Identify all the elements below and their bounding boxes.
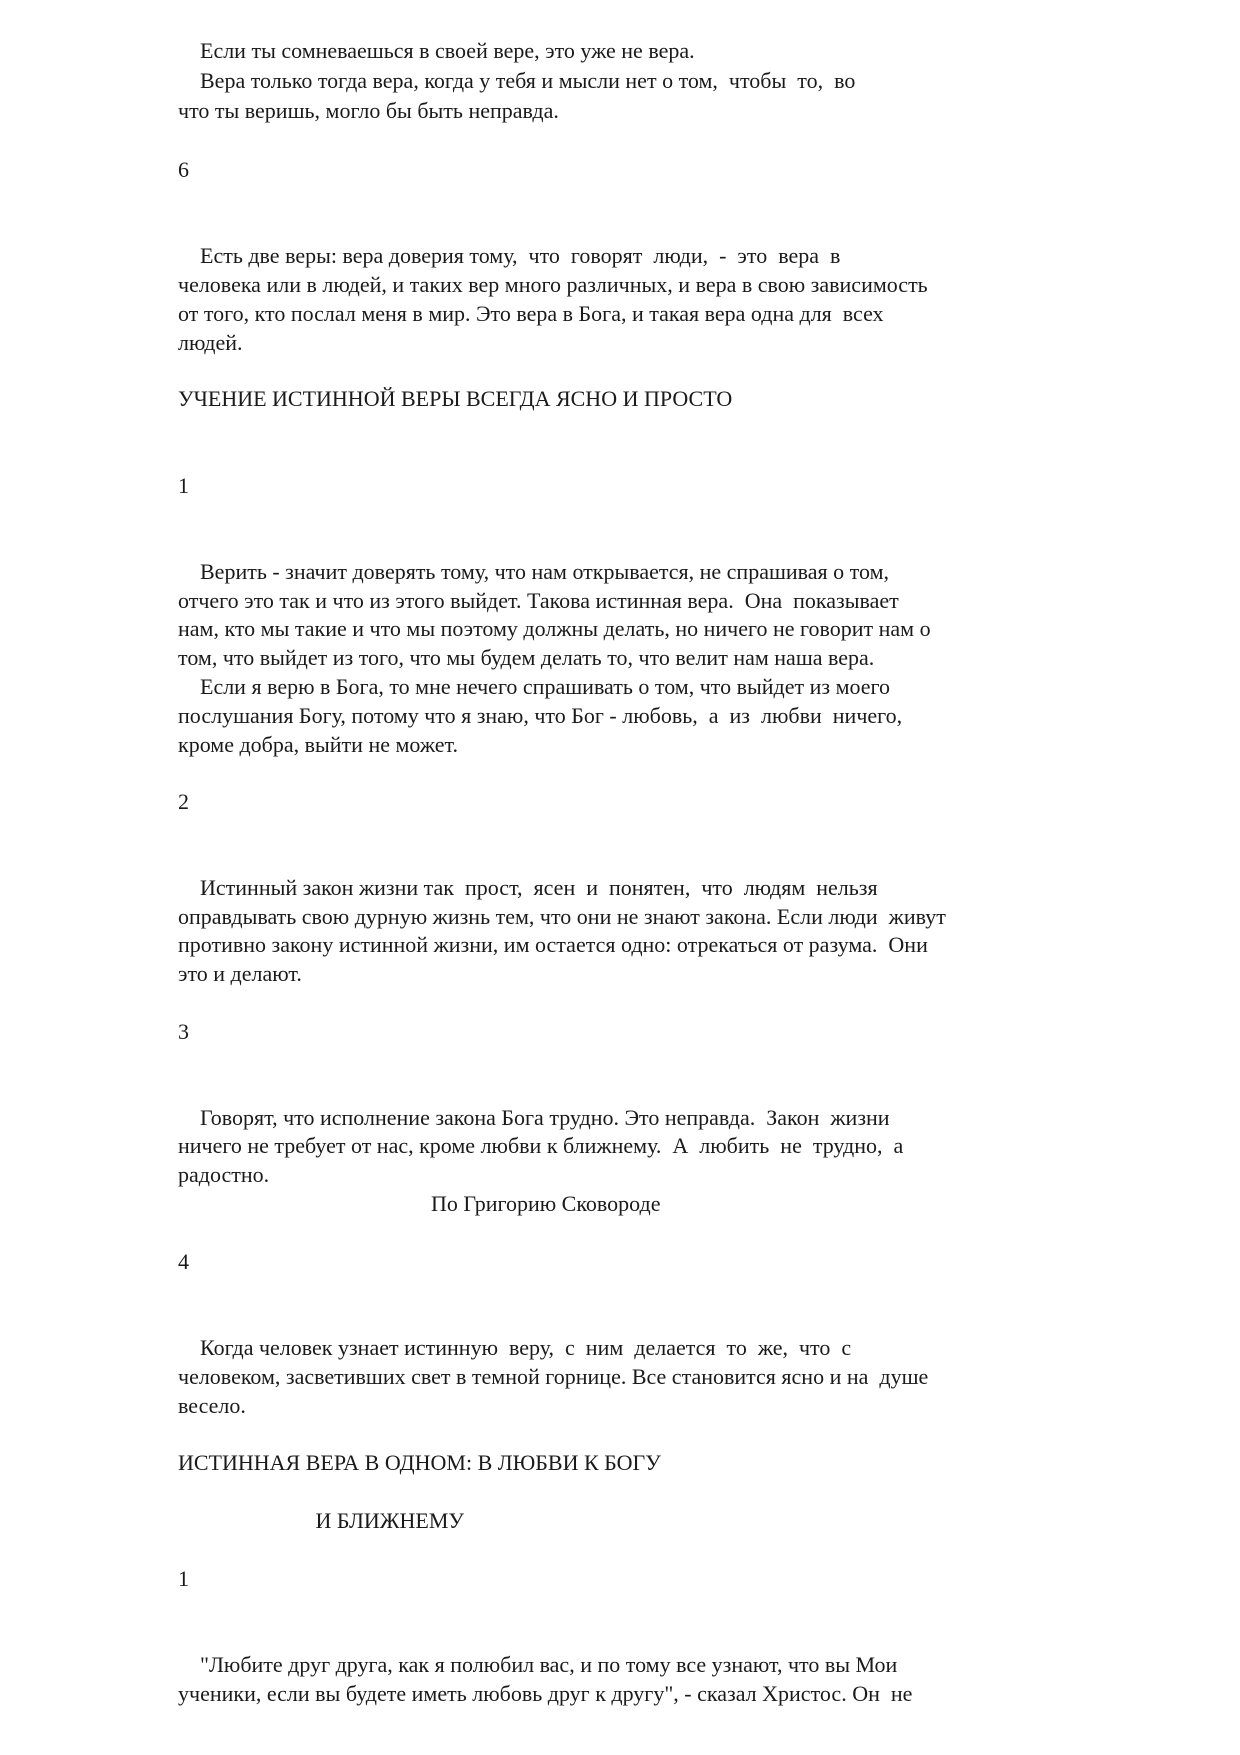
section-number: 4: [178, 1249, 189, 1274]
text-line: от того, кто послал меня в мир. Это вера в Бога, и такая вера одна для всех: [178, 301, 884, 326]
text-line: это и делают.: [178, 961, 302, 986]
section-number: 1: [178, 1566, 189, 1591]
section-number: 2: [178, 789, 189, 814]
text-line: Если ты сомневаешься в своей вере, это уже не вера.: [178, 38, 695, 63]
text-line: что ты веришь, могло бы быть неправда.: [178, 98, 559, 123]
section-number: 3: [178, 1019, 189, 1044]
section-number: 6: [178, 157, 189, 182]
text-line: ученики, если вы будете иметь любовь друг к другу", - сказал Христос. Он не: [178, 1681, 913, 1706]
text-line: Когда человек узнает истинную веру, с ним делается то же, что с: [178, 1335, 852, 1360]
text-line: радостно.: [178, 1162, 270, 1187]
text-line: оправдывать свою дурную жизнь тем, что они не знают закона. Если люди живут: [178, 904, 946, 929]
text-line: людей.: [178, 330, 243, 355]
text-line: "Любите друг друга, как я полюбил вас, и по тому все узнают, что вы Мои: [178, 1652, 898, 1677]
text-line: Если я верю в Бога, то мне нечего спрашивать о том, что выйдет из моего: [178, 674, 891, 699]
text-line: противно закону истинной жизни, им остается одно: отрекаться от разума. Они: [178, 932, 928, 957]
text-line: послушания Богу, потому что я знаю, что Бог - любовь, а из любви ничего,: [178, 703, 903, 728]
text-line: нам, кто мы такие и что мы поэтому должны делать, но ничего не говорит нам о: [178, 616, 931, 641]
text-line: Верить - значит доверять тому, что нам открывается, не спрашивая о том,: [178, 559, 889, 584]
text-line: человека или в людей, и таких вер много различных, и вера в свою зависимость: [178, 272, 928, 297]
text-line: человеком, засветивших свет в темной горнице. Все становится ясно и на душе: [178, 1364, 929, 1389]
section-number: 1: [178, 473, 189, 498]
chapter-heading-continued: И БЛИЖНЕМУ: [178, 1508, 464, 1533]
text-line: весело.: [178, 1393, 246, 1418]
text-line: отчего это так и что из этого выйдет. Такова истинная вера. Она показывает: [178, 588, 899, 613]
text-line: Говорят, что исполнение закона Бога трудно. Это неправда. Закон жизни: [178, 1105, 890, 1130]
chapter-heading: УЧЕНИЕ ИСТИННОЙ ВЕРЫ ВСЕГДА ЯСНО И ПРОСТО: [178, 386, 733, 411]
chapter-heading: ИСТИННАЯ ВЕРА В ОДНОМ: В ЛЮБВИ К БОГУ: [178, 1450, 661, 1475]
text-line: ничего не требует от нас, кроме любви к ближнему. А любить не трудно, а: [178, 1133, 904, 1158]
text-line: Есть две веры: вера доверия тому, что говорят люди, - это вера в: [178, 243, 841, 268]
text-line: Истинный закон жизни так прост, ясен и понятен, что людям нельзя: [178, 875, 878, 900]
text-line: кроме добра, выйти не может.: [178, 732, 458, 757]
text-line: том, что выйдет из того, что мы будем делать то, что велит нам наша вера.: [178, 645, 875, 670]
attribution: По Григорию Сковороде: [178, 1191, 661, 1216]
text-line: Вера только тогда вера, когда у тебя и мысли нет о том, чтобы то, во: [178, 68, 856, 93]
